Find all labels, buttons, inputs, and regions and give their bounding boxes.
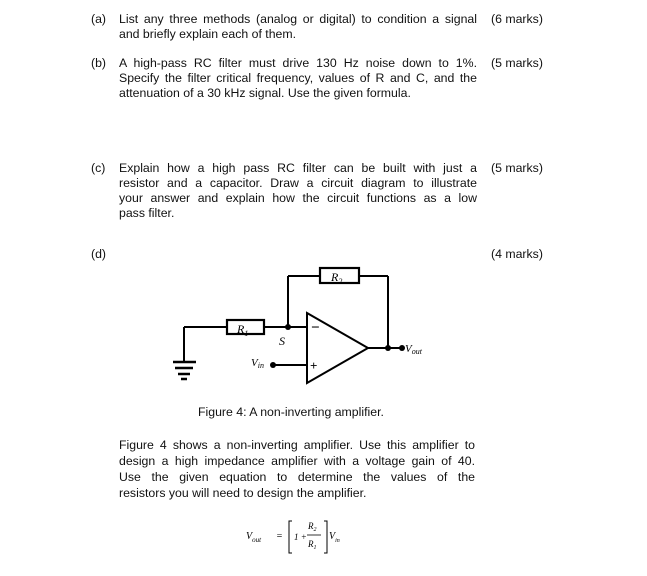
equation-lhs: $V_{out}$ [246, 531, 262, 544]
question-c-line-4: pass filter. [119, 206, 175, 220]
question-b-line-2: Specify the filter critical frequency, values of R and C, and the [119, 71, 477, 85]
vin-label: Vin [251, 357, 264, 370]
question-b-label: (b) [91, 56, 107, 70]
equation-numerator: $R_2$ [308, 521, 317, 533]
right-bracket [324, 521, 327, 553]
question-d-paragraph [119, 437, 475, 501]
question-a-marks: (6 marks) [491, 12, 543, 26]
figure-caption: Figure 4: A non-inverting amplifier. [198, 405, 384, 419]
question-b-line-3: attenuation of a 30 kHz signal. Use the given formula. [119, 86, 411, 100]
question-b-line-1: A high-pass RC filter must drive 130 Hz noise down to 1%. [119, 56, 477, 70]
question-d-marks: (4 marks) [491, 247, 543, 261]
question-a-line-2: and briefly explain each of them. [119, 27, 297, 41]
s-label: S [279, 334, 285, 348]
question-c-line-1: Explain how a high pass RC filter can be built with just a [119, 161, 477, 175]
question-c-label: (c) [91, 161, 106, 175]
paragraph-line-2: design a high impedance amplifier with a voltage gain of 40. [119, 454, 475, 468]
left-bracket [289, 521, 292, 553]
gain-equation [244, 513, 354, 557]
paragraph-line-3: Use the given equation to determine the values of the [119, 470, 475, 484]
question-c-line-3: your answer and explain how the circuit functions as a low [119, 191, 477, 205]
question-d-label: (d) [91, 247, 107, 261]
equation-one-plus: 1 + [294, 532, 307, 542]
paragraph-line-4: resistors you will need to design the amplifier. [119, 486, 367, 500]
question-c-line-2: resistor and a capacitor. Draw a circuit diagram to illustrate [119, 176, 477, 190]
r1-label: $R_1$ [237, 322, 249, 338]
paragraph-line-1: Figure 4 shows a non-inverting amplifier. Use this amplifier to [119, 438, 475, 452]
equation-denominator: $R_1$ [308, 539, 317, 551]
junction-s-dot [285, 324, 291, 330]
r2-label: $R_2$ [331, 270, 343, 286]
vin-terminal-dot [270, 362, 276, 368]
question-a-line-1: List any three methods (analog or digital) to condition a signal [119, 12, 477, 26]
equation-equals: = [276, 531, 283, 542]
equation-rhs: $V_{in}$ [329, 531, 340, 544]
vout-label: Vout [405, 343, 422, 356]
question-c-marks: (5 marks) [491, 161, 543, 175]
junction-output-dot [385, 345, 391, 351]
inverting-input-sign: − [311, 320, 320, 336]
question-a-label: (a) [91, 12, 107, 26]
question-b-marks: (5 marks) [491, 56, 543, 70]
non-inverting-input-sign: + [310, 358, 318, 373]
